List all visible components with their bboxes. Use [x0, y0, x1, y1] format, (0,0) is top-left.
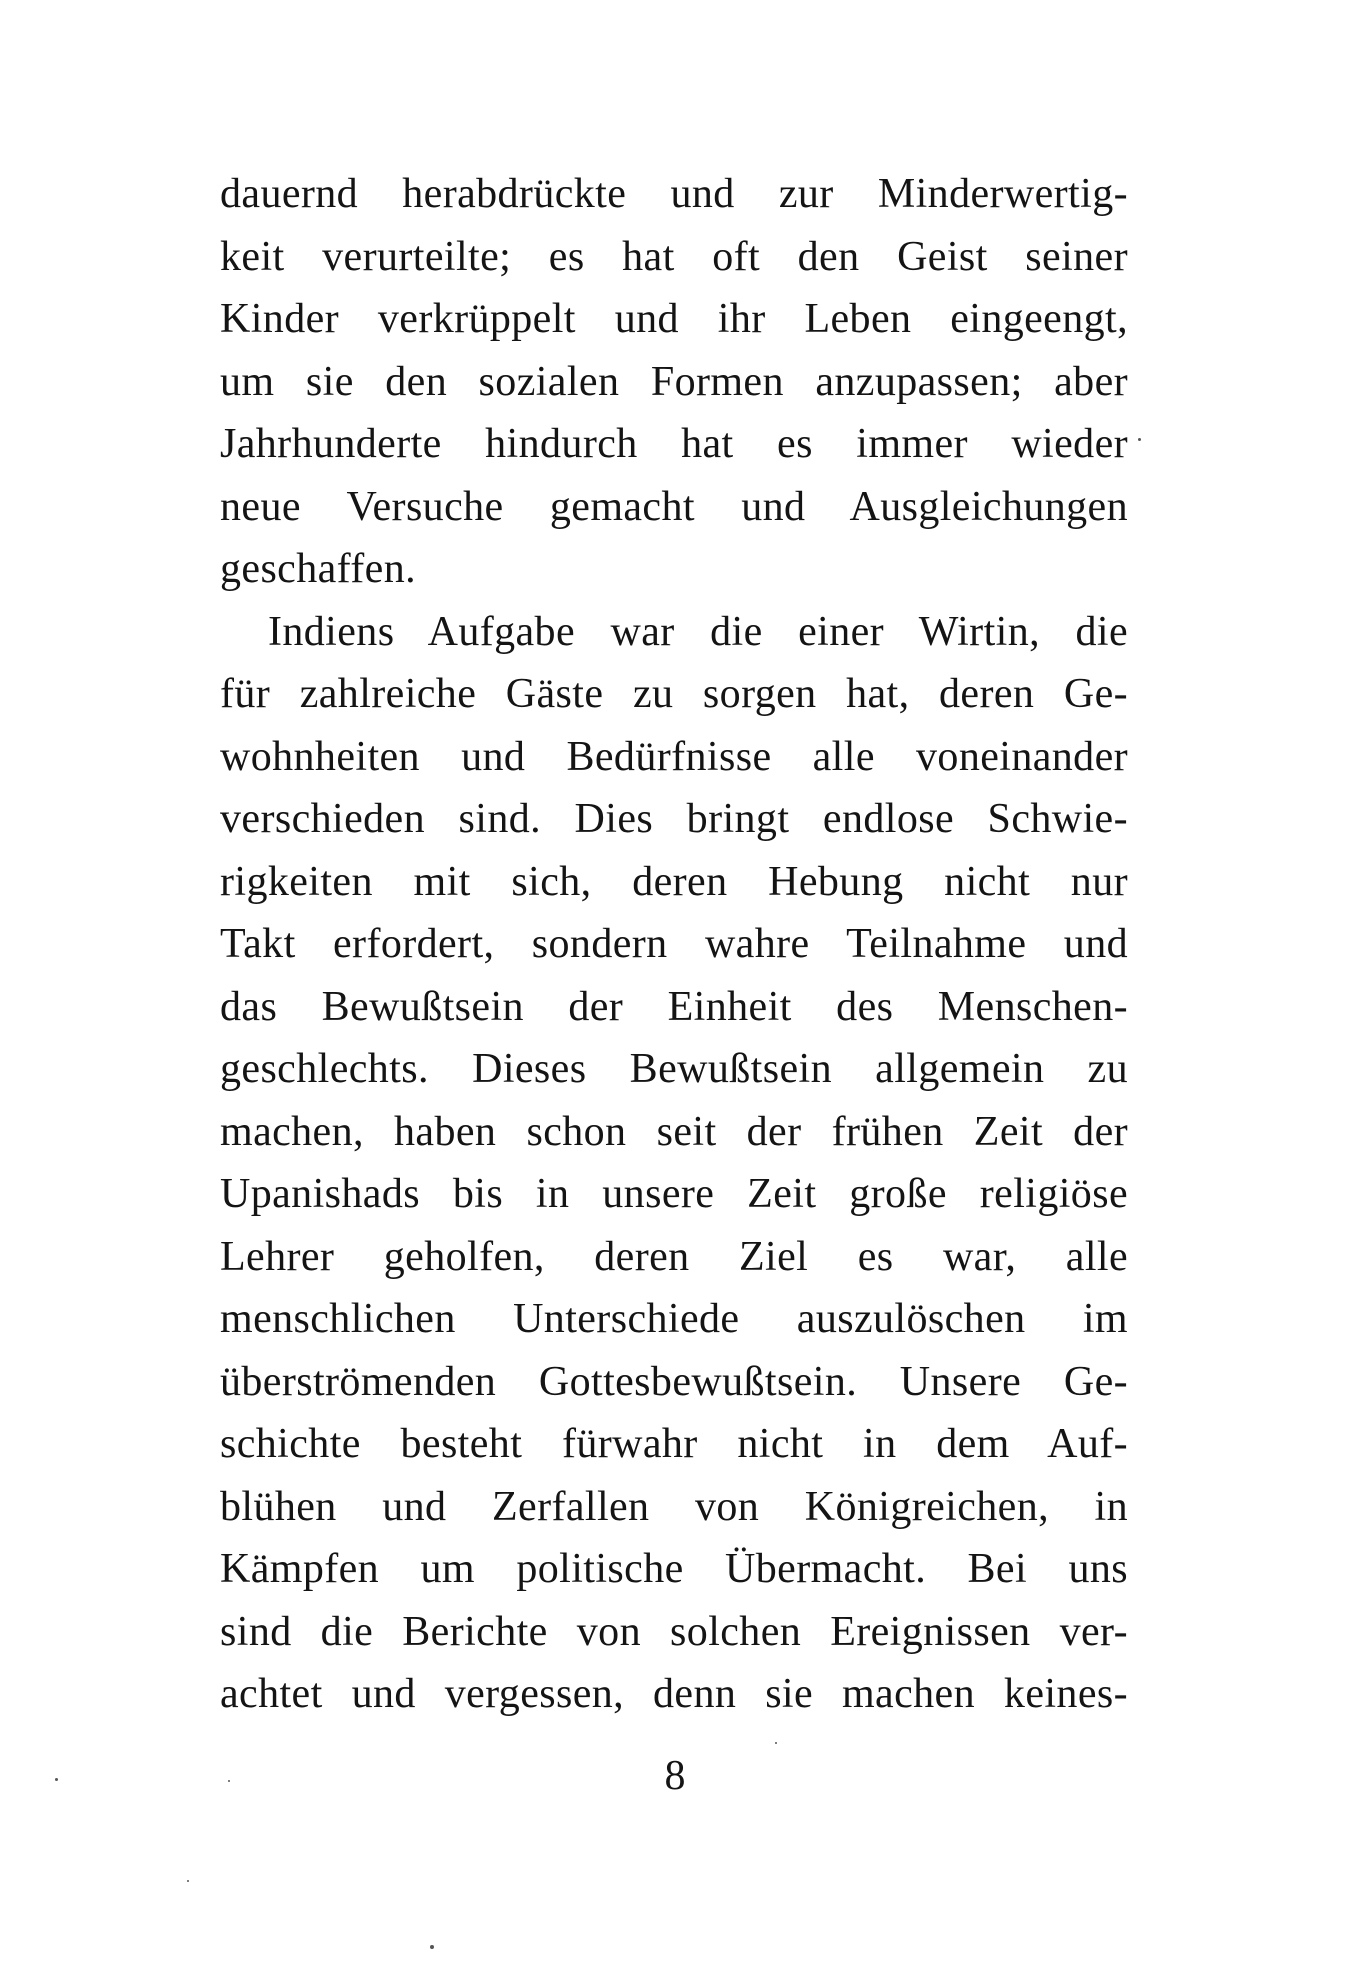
text-line: verschieden sind. Dies bringt endlose Schwie- — [220, 796, 1128, 842]
scan-speck — [187, 1880, 189, 1882]
text-line: wohnheiten und Bedürfnisse alle voneinander — [220, 733, 1128, 780]
scan-speck — [430, 1945, 434, 1949]
text-line: blühen und Zerfallen von Königreichen, in — [220, 1483, 1128, 1530]
scan-speck — [775, 1742, 777, 1744]
scan-speck — [1138, 438, 1141, 441]
text-line: neue Versuche gemacht und Ausgleichungen — [220, 483, 1128, 530]
text-line: um sie den sozialen Formen anzupassen; aber — [220, 358, 1128, 405]
scan-speck — [228, 1780, 230, 1782]
text-line: Indiens Aufgabe war die einer Wirtin, die — [268, 608, 1128, 655]
text-line: Lehrer geholfen, deren Ziel es war, alle — [220, 1233, 1128, 1280]
page-number: 8 — [664, 1753, 686, 1799]
text-line: keit verurteilte; es hat oft den Geist seiner — [220, 233, 1128, 280]
body-text — [220, 163, 1128, 1726]
text-line: dauernd herabdrückte und zur Minderwertig- — [220, 171, 1128, 217]
text-line: Upanishads bis in unsere Zeit große religiöse — [220, 1171, 1128, 1217]
text-line: menschlichen Unterschiede auszulöschen im — [220, 1296, 1128, 1342]
text-line: das Bewußtsein der Einheit des Menschen- — [220, 983, 1128, 1030]
text-line: machen, haben schon seit der frühen Zeit der — [220, 1108, 1128, 1155]
text-line: Takt erfordert, sondern wahre Teilnahme und — [220, 921, 1128, 967]
text-line: sind die Berichte von solchen Ereignissen ver- — [220, 1608, 1128, 1655]
text-line: schichte besteht fürwahr nicht in dem Auf- — [220, 1421, 1128, 1467]
text-line: geschaffen. — [220, 546, 417, 592]
text-line: rigkeiten mit sich, deren Hebung nicht nur — [220, 858, 1128, 905]
text-line: achtet und vergessen, denn sie machen keines- — [220, 1671, 1128, 1717]
text-line: geschlechts. Dieses Bewußtsein allgemein zu — [220, 1046, 1128, 1092]
scan-speck — [55, 1778, 58, 1781]
text-line: für zahlreiche Gäste zu sorgen hat, deren Ge- — [220, 671, 1128, 717]
text-line: Kämpfen um politische Übermacht. Bei uns — [220, 1546, 1128, 1592]
text-line: überströmenden Gottesbewußtsein. Unsere Ge- — [220, 1358, 1128, 1405]
text-line: Kinder verkrüppelt und ihr Leben eingeengt, — [220, 296, 1128, 342]
text-line: Jahrhunderte hindurch hat es immer wieder — [220, 421, 1128, 467]
